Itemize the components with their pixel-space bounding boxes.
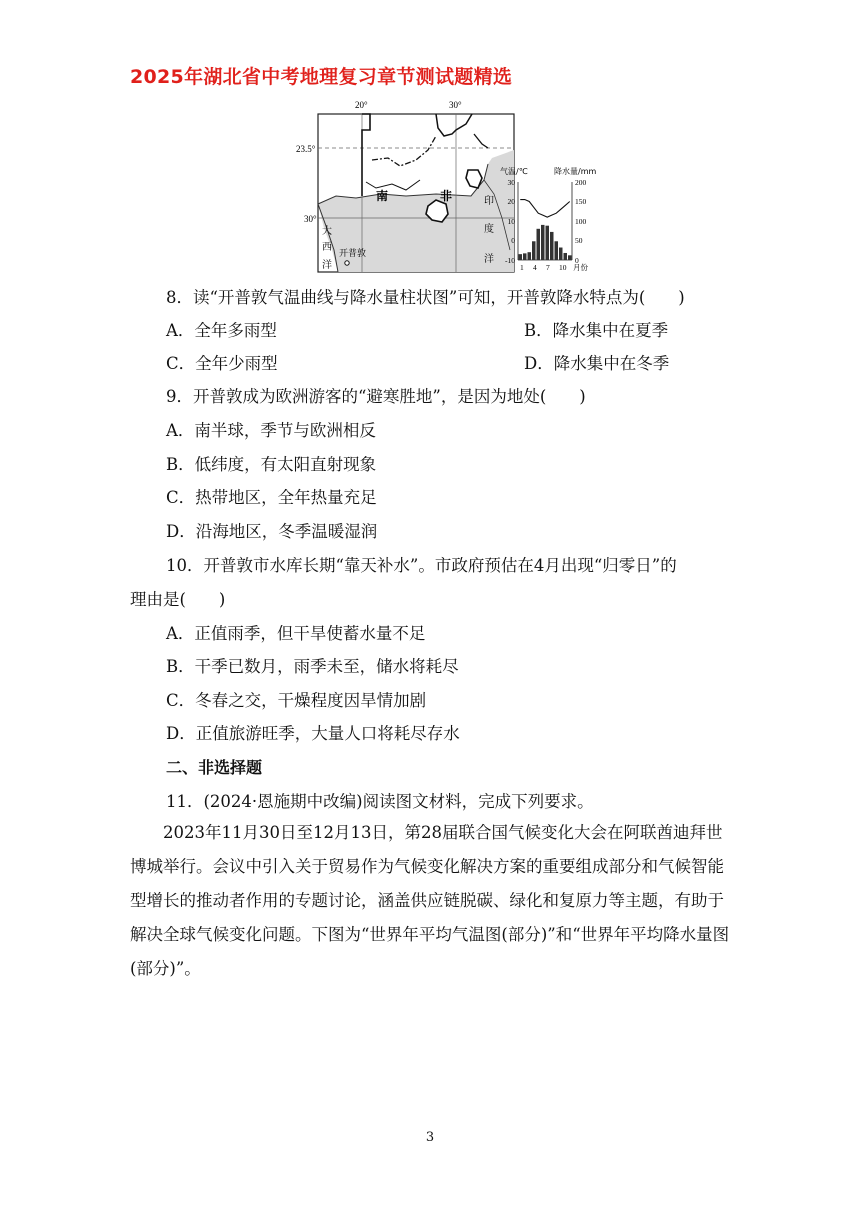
precipitation-bar (555, 241, 559, 260)
document-header: 2025年湖北省中考地理复习章节测试题精选 (130, 66, 513, 88)
longitude-label-30: 30° (449, 100, 462, 110)
question-8-stem: 8．读“开普敦气温曲线与降水量柱状图”可知，开普敦降水特点为( ) (166, 288, 685, 307)
question-10-option-d: D．正值旅游旺季，大量人口将耗尽存水 (166, 724, 460, 743)
question-11-material: 2023年11月30日至12月13日，第28届联合国气候变化大会在阿联酋迪拜世博城举行。会议中引入关于贸易作为气候变化解决方案的重要组成部分和气候智能型增长的推动者作用的专题讨论，涵盖供应链脱碳、绿化和复原力等主题，有助于解决全球气候变化问题。下图为“世界年平均气温图(部分)”和“世界年平均降水量图(部分)”。 (130, 823, 730, 978)
tropic-latitude-label: 23.5° (296, 144, 316, 154)
question-10-option-a: A．正值雨季，但干旱使蓄水量不足 (166, 624, 426, 643)
indian-label-yin: 印 (484, 196, 494, 207)
indian-label-yang: 洋 (484, 254, 494, 265)
question-8-option-a: A．全年多雨型 (166, 321, 277, 340)
precipitation-bar (568, 255, 572, 260)
atlantic-label-yang: 洋 (322, 260, 332, 271)
atlantic-label-da: 大 (322, 226, 332, 237)
question-11-title: 11．(2024·恩施期中改编)阅读图文材料，完成下列要求。 (166, 792, 594, 811)
month-tick-7: 7 (546, 263, 550, 272)
precipitation-bar (564, 253, 568, 260)
month-tick-10: 10 (559, 263, 567, 272)
question-9-option-d: D．沿海地区，冬季温暖湿润 (166, 522, 378, 541)
temperature-axis-title: 气温/℃ (500, 167, 528, 176)
country-label-nan: 南 (376, 189, 389, 203)
question-8-option-c: C．全年少雨型 (166, 354, 278, 373)
precipitation-bar (559, 248, 563, 260)
question-9-option-b: B．低纬度，有太阳直射现象 (166, 455, 377, 474)
month-unit-label: 月份 (573, 263, 588, 272)
month-tick-1: 1 (520, 263, 524, 272)
precip-tick-100: 100 (575, 217, 587, 226)
month-tick-4: 4 (533, 263, 537, 272)
country-label-fei: 非 (440, 189, 453, 203)
question-10-option-c: C．冬春之交，干燥程度因旱情加剧 (166, 691, 427, 710)
temp-tick-30: 30 (507, 178, 515, 187)
temp-tick-20: 20 (507, 197, 515, 206)
precipitation-axis-title: 降水量/mm (554, 167, 597, 176)
page-number: 3 (425, 1130, 435, 1145)
question-9-stem: 9．开普敦成为欧洲游客的“避寒胜地”，是因为地处( ) (166, 387, 586, 406)
south-africa-map (296, 100, 514, 272)
temp-tick-10: 10 (507, 217, 515, 226)
precip-tick-150: 150 (575, 197, 587, 206)
indian-label-du: 度 (484, 224, 494, 235)
temp-tick-0: 0 (511, 236, 515, 245)
precipitation-bar (532, 241, 536, 260)
atlantic-label-xi: 西 (322, 242, 332, 253)
question-10-option-b: B．干季已数月，雨季未至，储水将耗尽 (166, 657, 459, 676)
question-10-stem-line-1: 10．开普敦市水库长期“靠天补水”。市政府预估在4月出现“归零日”的 (166, 556, 677, 575)
precip-tick-0: 0 (575, 256, 579, 265)
precipitation-bar (537, 229, 541, 260)
question-9-option-c: C．热带地区，全年热量充足 (166, 488, 377, 507)
precipitation-bars (519, 225, 572, 260)
question-8-option-b: B．降水集中在夏季 (524, 321, 669, 340)
precipitation-bar (546, 226, 550, 260)
precipitation-bar (550, 232, 554, 260)
section-heading-non-choice: 二、非选择题 (166, 758, 263, 777)
latitude-label-30: 30° (304, 214, 317, 224)
precipitation-bar (523, 253, 527, 260)
longitude-label-20: 20° (355, 100, 368, 110)
cape-town-map-and-climate-figure (296, 100, 606, 280)
precipitation-bar (541, 225, 545, 260)
question-10-stem-line-2: 理由是( ) (130, 590, 226, 609)
precip-tick-50: 50 (575, 236, 583, 245)
precipitation-bar (519, 254, 523, 260)
question-8-option-d: D．降水集中在冬季 (524, 354, 670, 373)
cape-town-climate-chart (500, 166, 596, 272)
question-9-option-a: A．南半球，季节与欧洲相反 (166, 421, 376, 440)
cape-town-label: 开普敦 (339, 249, 367, 259)
precip-tick-200: 200 (575, 178, 587, 187)
precipitation-bar (528, 252, 532, 260)
temp-tick-minus10: -10 (505, 256, 515, 265)
temperature-curve (520, 200, 570, 218)
